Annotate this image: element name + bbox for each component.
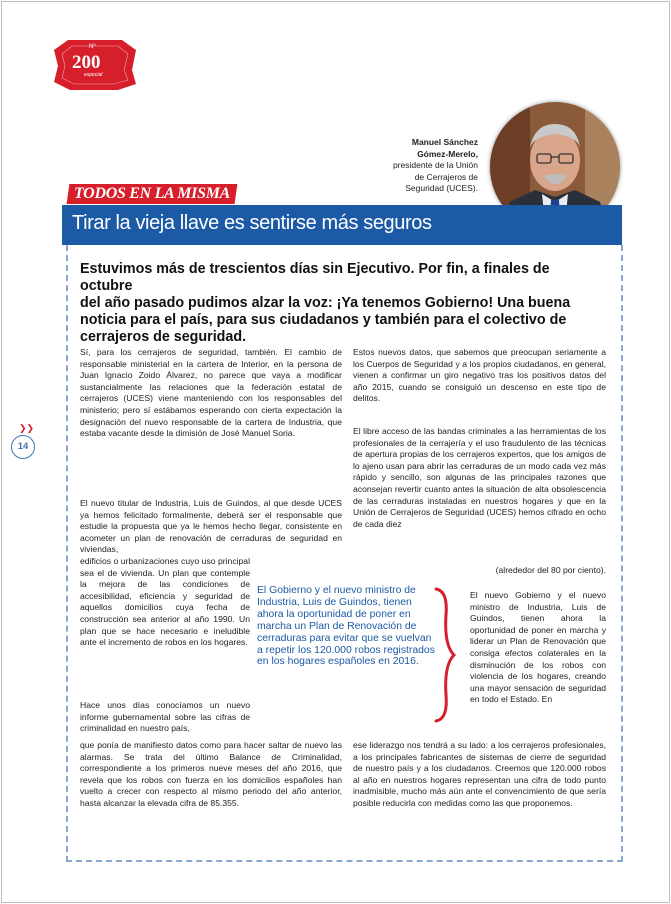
section-tag bbox=[67, 184, 238, 204]
author-name-line1: Manuel Sánchez bbox=[411, 137, 478, 147]
pull-quote-brace bbox=[432, 585, 458, 725]
body-paragraph-3: Hace unos días conocíamos un nuevo informe gubernamental sobre las cifras de criminalidad en nuestro país, bbox=[80, 700, 250, 734]
lead-line-2: del año pasado pudimos alzar la voz: ¡Ya tenemos Gobierno! Una buena bbox=[80, 295, 571, 311]
author-role-line3: Seguridad (UCES). bbox=[405, 183, 478, 193]
body-paragraph-3-cont: que ponía de manifiesto datos como para hacer saltar de nuevo las alarmas. Se trata del último Balance de Criminalidad, correspondiente a los primeros nueve meses del año 2016, que revela que los robos con fuerza en los domicilios españoles han vuelto a crecer con respecto al mismo periodo del año anterior, hasta alcanzar la elevada cifra de 85.355. bbox=[80, 740, 342, 808]
body-paragraph-6-cont: ese liderazgo nos tendrá a su lado: a los cerrajeros profesionales, a los principales fabricantes de sistemas de cierre de seguridad de nuestro país y a los ciudadanos. Creemos que 120.000 robos al año en nuestros hogares representan una cifra de todo punto inadmisible, mucho más aún ante el convencimiento de que sería posible reducirla con medidas como las que proponemos. bbox=[353, 740, 606, 808]
author-name-line2: Gómez-Merelo, bbox=[417, 148, 478, 159]
body-paragraph-1: Sí, para los cerrajeros de seguridad, también. El cambio de responsable ministerial en la cartera de Interior, en la persona de Juan Ignacio Zoido Álvarez, no parece que vaya a modificar sustancialmente las relaciones que la federación estatal de cerrajeros (UCES) viene manteniendo con los responsables del ministerio; pero sí estábamos esperando con cierta expectación la designación del nuevo responsable de la cartera de Industria, que estaba vacante desde la dimisión de José Manuel Soria. bbox=[80, 347, 342, 439]
body-paragraph-4: Estos nuevos datos, que sabemos que preocupan seriamente a los Cuerpos de Seguridad y a los propios ciudadanos, en general, vienen a confirmar un giro negativo tras los positivos datos del año 2015, cuando se consiguió un descenso en este tipo de delitos. bbox=[353, 347, 606, 404]
lead-line-1: Estuvimos más de trescientos días sin Ejecutivo. Por fin, a finales de octubre bbox=[80, 261, 550, 294]
author-role-line1: presidente de la Unión bbox=[392, 160, 478, 170]
article-title-bar bbox=[62, 205, 622, 245]
badge-number: 200 bbox=[72, 52, 101, 73]
lead-line-3: noticia para el país, para sus ciudadanos y también para el colectivo de bbox=[80, 312, 567, 328]
section-tag-label: TODOS EN LA MISMA bbox=[74, 185, 230, 202]
body-paragraph-2: El nuevo titular de Industria, Luis de Guindos, al que desde UCES ya hemos felicitado formalmente, deberá ser el responsable que estudie la propuesta que ya le hemos hecho llegar, consistente en acometer un plan de renovación de cerraduras de seguridad en viviendas, bbox=[80, 498, 342, 555]
article-lead bbox=[80, 261, 600, 346]
article-title: Tirar la vieja llave es sentirse más seguros bbox=[72, 212, 432, 234]
badge-prefix: Nº bbox=[89, 44, 96, 50]
lead-line-4: cerrajeros de seguridad. bbox=[80, 329, 247, 345]
author-role-line2: de Cerrajeros de bbox=[414, 171, 478, 182]
body-paragraph-5-end: (alrededor del 80 por ciento). bbox=[495, 565, 606, 575]
chevron-down-icon: ❯❯ bbox=[19, 423, 35, 433]
body-paragraph-5: El libre acceso de las bandas criminales a las herramientas de los profesionales de la cerrajería y el uso fraudulento de las técnicas de apertura propias de los cerrajeros expertos, que los amigos de lo ajeno usan para abrir las cerraduras de un modo cada vez más rápido y sencillo, son algunas de las principales razones que aconsejan revertir cuanto antes la situación de alta obsolescencia de las cerraduras instaladas en nuestros hogares y que en la Unión de Cerrajeros de Seguridad (UCES) hemos cifrado en ocho de cada diez bbox=[353, 426, 606, 529]
badge-sublabel: especial bbox=[84, 72, 103, 78]
pull-quote: El Gobierno y el nuevo ministro de Industria, Luis de Guindos, tienen ahora la oportunidad de poner en marcha un Plan de Renovación de cerraduras para evitar que se vuelvan a repetir los 120.000 robos registrados en los hogares españoles en 2016. bbox=[257, 585, 435, 668]
body-paragraph-6: El nuevo Gobierno y el nuevo ministro de Industria, Luis de Guindos, tienen ahora la oportunidad de poner en marcha y liderar un Plan de Renovación que consiga efectos colaterales en la disminución de los robos con violencia de los hogares, creando una mayor sensación de seguridad en todo el Estado. En bbox=[470, 590, 606, 705]
body-paragraph-2-cont: edificios o urbanizaciones cuyo uso principal sea el de vivienda. Un plan que contemple la mejora de las condiciones de accesibilidad, eficiencia y seguridad de aquellos domicilios cuya fecha de construcción sea anterior al año 1990. Un plan que se hace necesario e ineludible ante el incremento de robos en los hogares. bbox=[80, 556, 250, 648]
page-number: 14 bbox=[11, 435, 35, 459]
author-credit bbox=[318, 137, 478, 195]
